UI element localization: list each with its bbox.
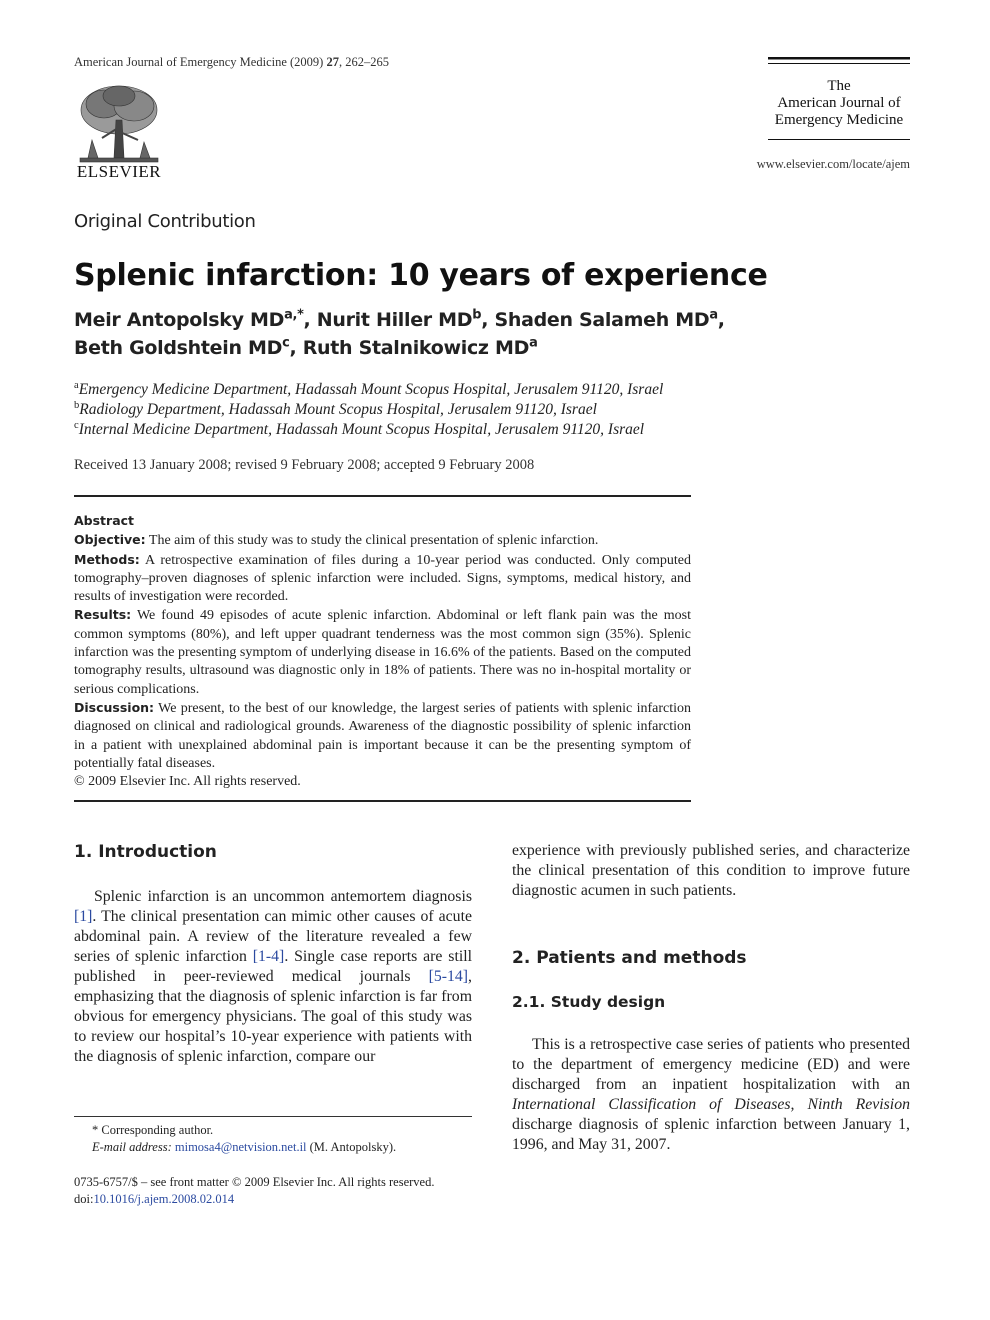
abstract-top-rule (74, 495, 691, 497)
masthead-line-2: American Journal of (777, 95, 901, 111)
methods-text: A retrospective examination of files during a 10-year period was conducted. Only computed tomography–proven diagnoses of splenic infarction were included. Signs, symptoms, medical history, and results of investigation were recorded. (74, 552, 691, 605)
study-design-italic-text: International Classification of Diseases, Ninth Revision (512, 1096, 910, 1113)
doi-line (74, 1191, 434, 1208)
affiliation-mark: a (74, 379, 79, 391)
subsection-heading-study-design: 2.1. Study design (512, 993, 666, 1011)
doi-label: doi: (74, 1192, 94, 1206)
affiliation-text: Radiology Department, Hadassah Mount Scopus Hospital, Jerusalem 91120, Israel (79, 401, 597, 418)
journal-ref-volume: 27 (326, 55, 339, 69)
abstract-objective (74, 531, 691, 550)
article-history-dates: Received 13 January 2008; revised 9 February 2008; accepted 9 February 2008 (74, 457, 535, 473)
author-name: Ruth Stalnikowicz MD (302, 337, 530, 359)
intro-text: . The clinical presentation can mimic other causes of acute abdominal pain. A review of the literature revealed a few series of splenic infarction (74, 908, 472, 965)
intro-text: . Single case reports are still published in peer-reviewed medical journals (74, 948, 472, 985)
methods-label: Methods: (74, 551, 140, 567)
author-affiliation-mark: a,* (284, 307, 304, 323)
abstract-results (74, 606, 691, 698)
footnote-block (92, 1122, 396, 1156)
affiliation-mark: c (74, 419, 79, 431)
intro-text: Splenic infarction is an uncommon antemortem diagnosis (94, 888, 472, 905)
issn-copyright-line: 0735-6757/$ – see front matter © 2009 Elsevier Inc. All rights reserved. (74, 1175, 435, 1189)
study-design-text: This is a retrospective case series of patients who presented to the department of emergency medicine (ED) and were discharged from an inpatient hospitalization with an (512, 1036, 910, 1093)
author-affiliation-mark: a (529, 335, 538, 351)
results-text: We found 49 episodes of acute splenic infarction. Abdominal or left flank pain was the most common symptoms (80%), and left upper quadrant tenderness was the most common sign (35%). Splenic infarction was the presenting symptom of underlying disease in 16.6% of the patients. Based on the computed tomography results, ultrasound was diagnostic only in 18% of patients. There was no in-hospital mortality or serious complications. (74, 608, 692, 697)
author-affiliation-mark: c (282, 335, 290, 351)
abstract-heading: Abstract (74, 513, 135, 528)
author-separator: , (481, 309, 495, 331)
author-name: Meir Antopolsky MD (74, 309, 285, 331)
affiliation-mark: b (74, 399, 80, 411)
masthead-line-1: The (827, 78, 851, 94)
study-design-paragraph (512, 1035, 910, 1155)
author-affiliation-mark: a (709, 307, 718, 323)
citation-link[interactable]: [5-14] (428, 968, 469, 985)
email-owner: (M. Antopolsky). (306, 1140, 397, 1154)
article-title: Splenic infarction: 10 years of experience (74, 258, 768, 293)
email-link[interactable]: mimosa4@netvision.net.il (174, 1140, 307, 1154)
doi-link[interactable]: 10.1016/j.ajem.2008.02.014 (93, 1192, 235, 1206)
intro-text: , emphasizing that the diagnosis of splenic infarction is far from obvious for emergency physicians. The goal of this study was to review our hospital’s 10-year experience with patients with the diagnosis of splenic infarction, compare our (74, 968, 472, 1065)
objective-label: Objective: (74, 532, 146, 548)
abstract-bottom-rule (74, 800, 691, 802)
author-name: Shaden Salameh MD (494, 309, 710, 331)
citation-link[interactable]: [1] (74, 908, 93, 925)
affiliation-list (74, 380, 663, 440)
author-name: Beth Goldshtein MD (74, 337, 283, 359)
masthead-line-3: Emergency Medicine (774, 112, 904, 128)
footnote-rule (74, 1116, 472, 1117)
results-label: Results: (74, 607, 132, 623)
affiliation-item (74, 400, 663, 420)
affiliation-item (74, 380, 663, 400)
intro-paragraph-continued: experience with previously published series, and characterize the clinical presentation of this condition to improve future diagnostic acumen in such patients. (512, 842, 910, 899)
article-type: Original Contribution (74, 211, 256, 232)
journal-masthead (768, 78, 910, 129)
author-name: Nurit Hiller MD (316, 309, 473, 331)
abstract-block (74, 512, 691, 791)
author-separator: , (303, 309, 317, 331)
discussion-label: Discussion: (74, 699, 155, 715)
abstract-discussion (74, 699, 691, 773)
abstract-copyright: © 2009 Elsevier Inc. All rights reserved. (74, 774, 301, 790)
journal-ref-pages: , 262–265 (338, 55, 389, 69)
author-separator: , (717, 309, 725, 331)
intro-paragraph (74, 887, 472, 1067)
front-matter-block (74, 1174, 434, 1208)
citation-link[interactable]: [1-4] (252, 948, 285, 965)
discussion-text: We present, to the best of our knowledge, the largest series of patients with splenic infarction diagnosed on clinical and radiological grounds. Awareness of the diagnostic possibility of splenic infarction in a patient with unexplained abdominal pain is important because it can be the presenting symptom of potentially fatal diseases. (74, 700, 692, 771)
affiliation-text: Emergency Medicine Department, Hadassah Mount Scopus Hospital, Jerusalem 91120, Israel (78, 381, 664, 398)
objective-text: The aim of this study was to study the clinical presentation of splenic infarction. (148, 533, 599, 549)
affiliation-text: Internal Medicine Department, Hadassah Mount Scopus Hospital, Jerusalem 91120, Israel (78, 421, 645, 438)
section-heading-patients-methods: 2. Patients and methods (512, 948, 747, 968)
masthead-top-rule (768, 57, 910, 69)
publisher-logo-text: ELSEVIER (76, 162, 162, 181)
journal-ref-prefix: American Journal of Emergency Medicine (2009) (74, 55, 327, 69)
email-note (92, 1139, 396, 1156)
masthead-bottom-rule (768, 139, 910, 140)
author-separator: , (289, 337, 303, 359)
author-list (74, 306, 734, 362)
section-heading-introduction: 1. Introduction (74, 842, 217, 862)
study-design-text: discharge diagnosis of splenic infarction between January 1, 1996, and May 31, 2007. (512, 1116, 910, 1153)
journal-reference (74, 55, 389, 70)
email-label: E-mail address: (92, 1140, 172, 1154)
abstract-methods (74, 551, 691, 607)
author-affiliation-mark: b (472, 307, 482, 323)
affiliation-item (74, 420, 663, 440)
journal-site-url[interactable]: www.elsevier.com/locate/ajem (756, 157, 910, 171)
corresponding-author-note: * Corresponding author. (92, 1123, 214, 1137)
